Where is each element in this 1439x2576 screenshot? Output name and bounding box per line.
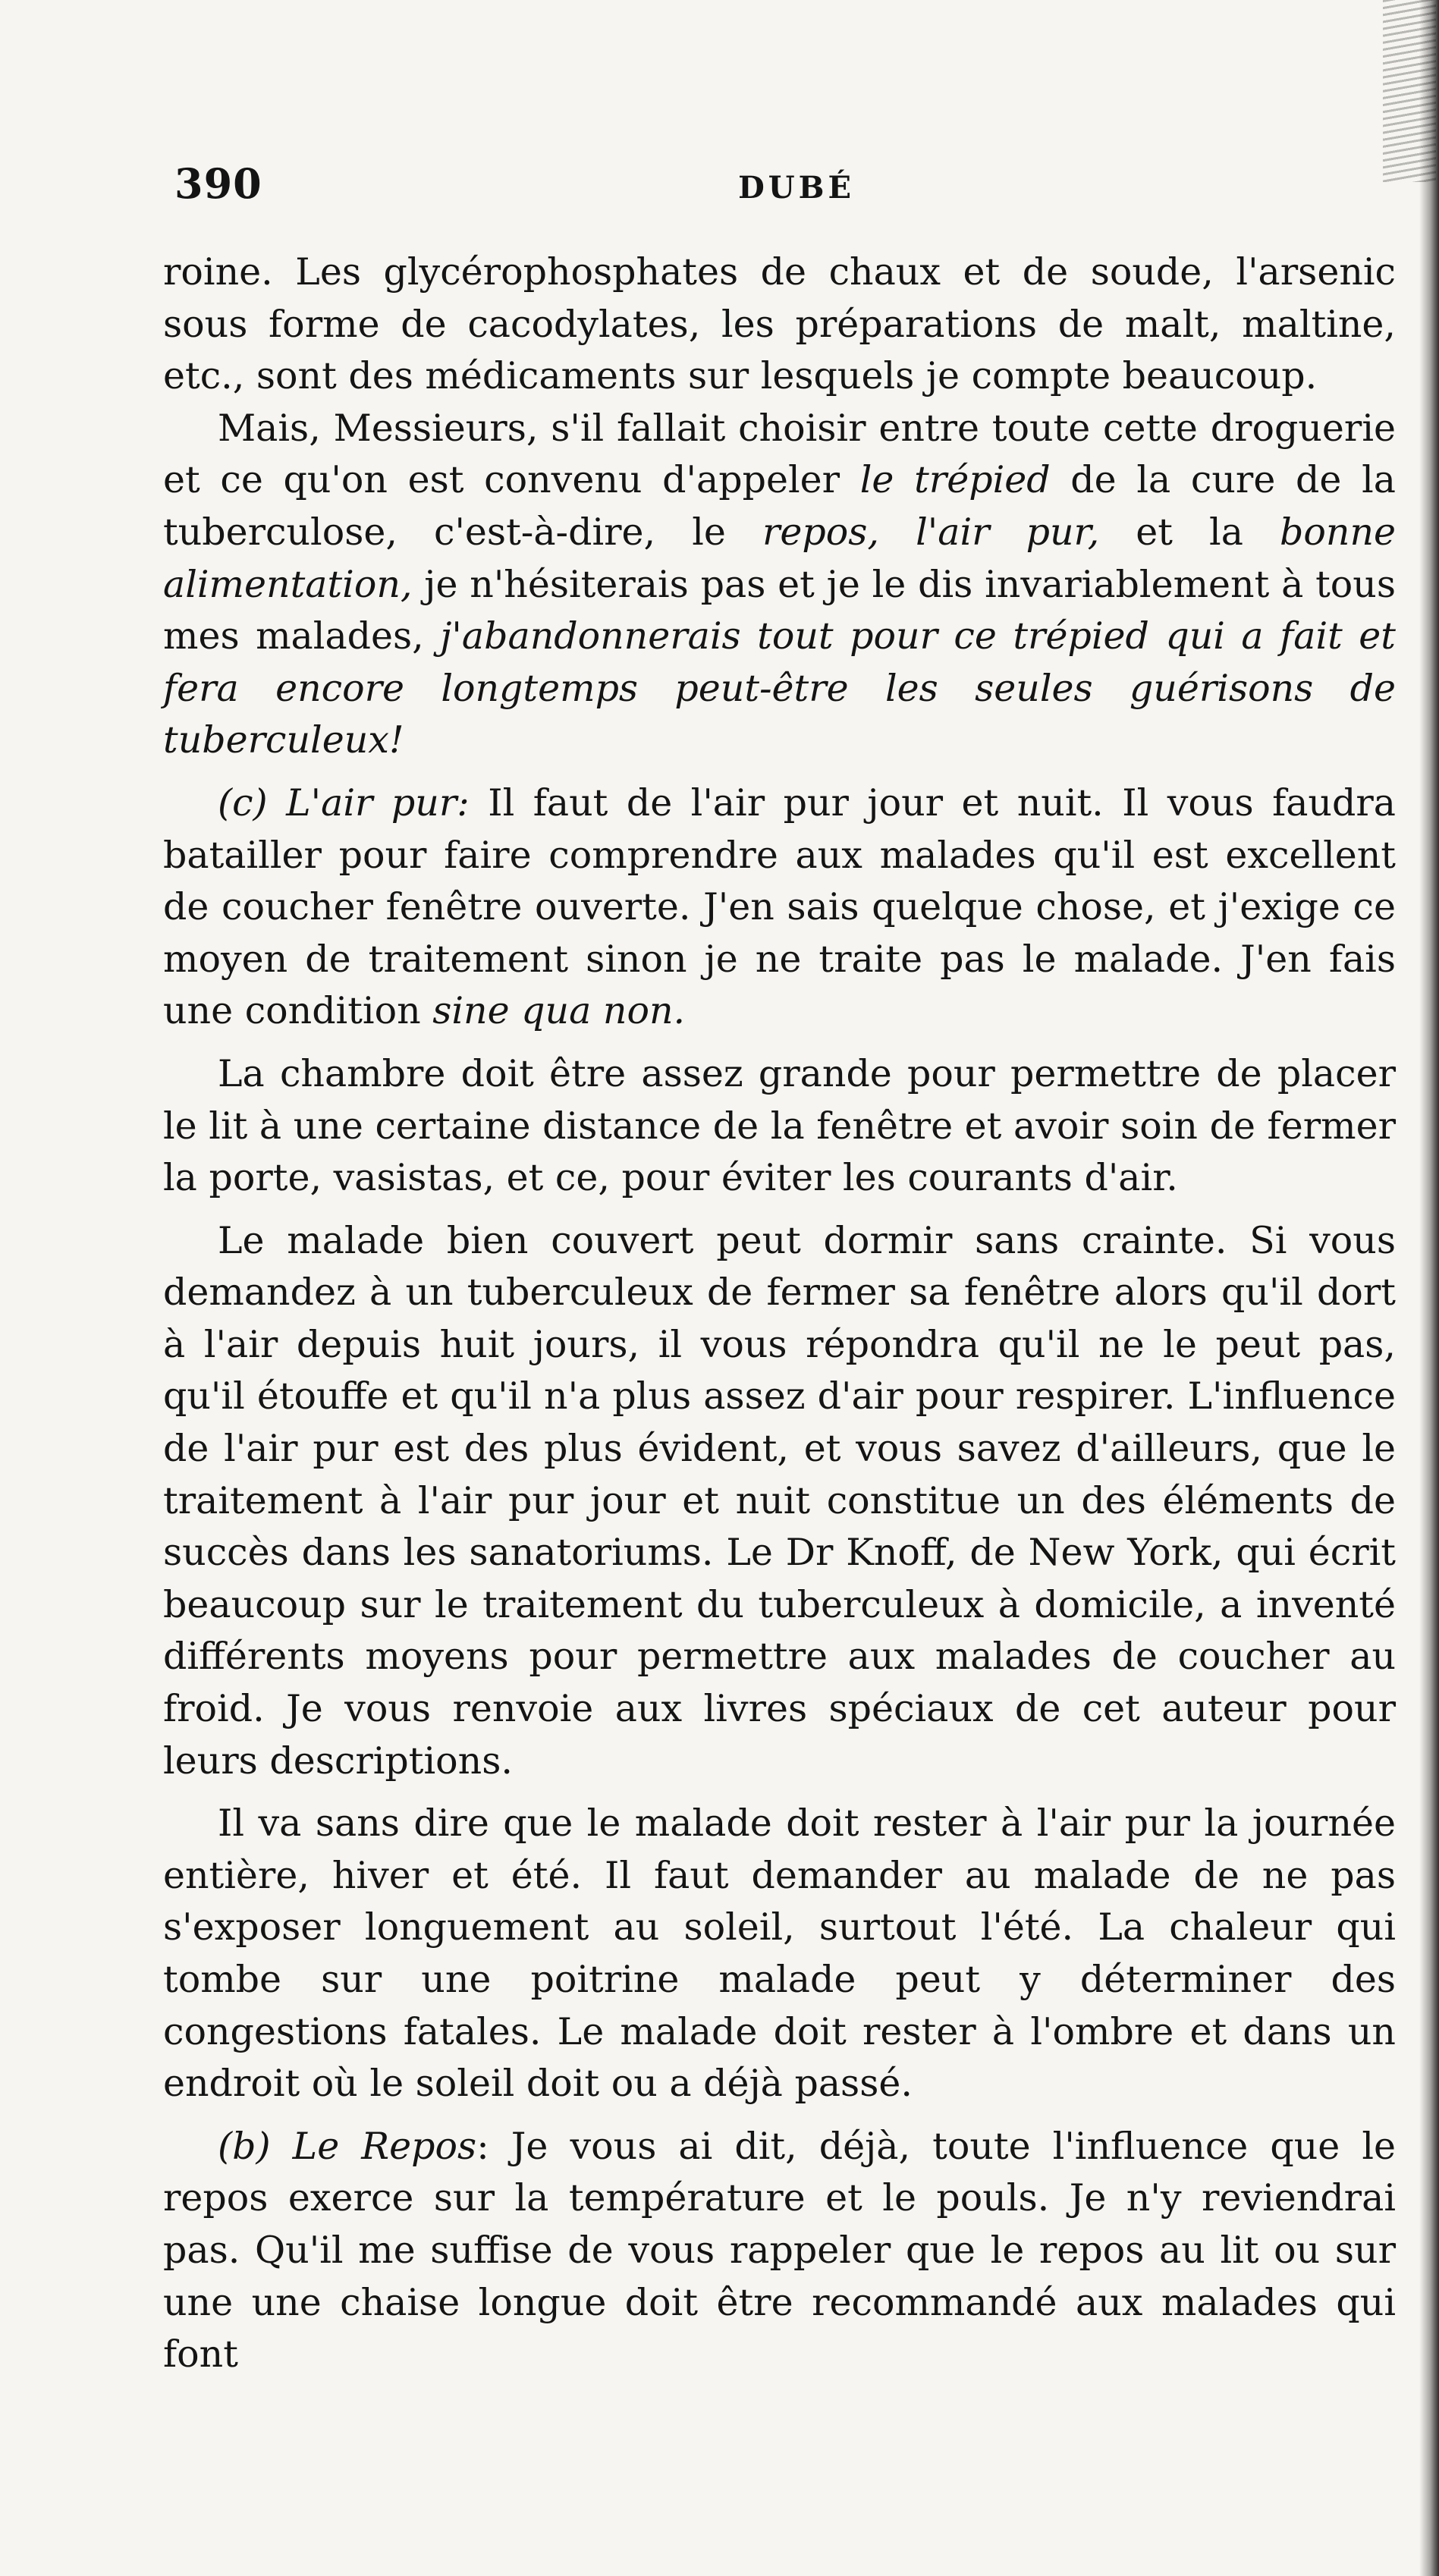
running-head: DUBÉ	[738, 170, 855, 206]
text-run: Il faut de l'air pur jour et nuit. Il vous faudra batailler pour faire comprendre aux malades qu'il est excellent de coucher fenêtre ouverte. J'en sais quelque chose, et j'exige ce moyen de traitement sinon je ne traite pas le malade. J'en fais une condition	[163, 781, 1396, 1033]
italic-text: sine qua non.	[432, 989, 686, 1033]
paragraph-malade-couvert	[163, 1215, 1396, 1788]
text-run: et la	[1099, 510, 1280, 554]
text-run: je n'hésiterais pas et je le dis invariablement à tous mes malades,	[163, 562, 1396, 658]
page-edge-scratch	[1383, 0, 1436, 182]
paragraph-chambre	[163, 1048, 1396, 1205]
paragraph-continuation	[163, 247, 1396, 403]
text-run: de la cure de la tuberculose, c'est-à-dire, le	[163, 458, 1396, 554]
paragraph-air-pur	[163, 778, 1396, 1038]
italic-text: le trépied	[859, 458, 1051, 502]
paragraph-journee-entiere	[163, 1798, 1396, 2110]
italic-text: repos, l'air pur,	[762, 510, 1100, 554]
text-run: Il va sans dire que le malade doit rester à l'air pur la journée entière, hiver et été. Il faut demander au malade de ne pas s'exposer longuement au soleil, surtout l'été. La chaleur qui tombe sur une poitrine malade peut y déterminer des congestions fatales. Le malade doit rester à l'ombre et dans un endroit où le soleil doit ou a déjà passé.	[163, 1802, 1396, 2106]
italic-text: (b) Le Repos	[218, 2124, 477, 2168]
paragraph-trepied	[163, 403, 1396, 767]
italic-text: j'abandonnerais tout pour ce trépied qui a fait et fera encore longtemps peut-être les seules guérisons de tuberculeux!	[163, 614, 1396, 762]
text-run: Le malade bien couvert peut dormir sans crainte. Si vous demandez à un tuberculeux de fermer sa fenêtre alors qu'il dort à l'air depuis huit jours, il vous répondra qu'il ne le peut pas, qu'il étouffe et qu'il n'a plus assez d'air pour respirer. L'influence de l'air pur est des plus évident, et vous savez d'ailleurs, que le traitement à l'air pur jour et nuit constitue un des éléments de succès dans les sanatoriums. Le Dr Knoff, de New York, qui écrit beaucoup sur le traitement du tuberculeux à domicile, a inventé différents moyens pour permettre aux malades de coucher au froid. Je vous renvoie aux livres spéciaux de cet auteur pour leurs descriptions.	[163, 1218, 1396, 1783]
italic-text: bonne alimentation,	[163, 510, 1396, 606]
text-run: Mais, Messieurs, s'il fallait choisir entre toute cette droguerie et ce qu'on est convenu d'appeler	[163, 406, 1396, 502]
paragraph-repos	[163, 2121, 1396, 2381]
page-number: 390	[174, 159, 262, 208]
body-text	[163, 247, 1396, 2381]
text-run: : Je vous ai dit, déjà, toute l'influence que le repos exerce sur la température et le pouls. Je n'y reviendrai pas. Qu'il me suffise de vous rappeler que le repos au lit ou sur une une chaise longue doit être recommandé aux malades qui font	[163, 2124, 1396, 2377]
page-header	[174, 159, 1396, 212]
page-edge-shadow	[1419, 0, 1439, 2576]
text-run: roine. Les glycérophosphates de chaux et de soude, l'arsenic sous forme de cacodylates, les préparations de malt, maltine, etc., sont des médicaments sur lesquels je compte beaucoup.	[163, 250, 1396, 398]
italic-text: (c) L'air pur:	[218, 781, 470, 825]
text-run: La chambre doit être assez grande pour permettre de placer le lit à une certaine distance de la fenêtre et avoir soin de fermer la porte, vasistas, et ce, pour éviter les courants d'air.	[163, 1051, 1396, 1200]
